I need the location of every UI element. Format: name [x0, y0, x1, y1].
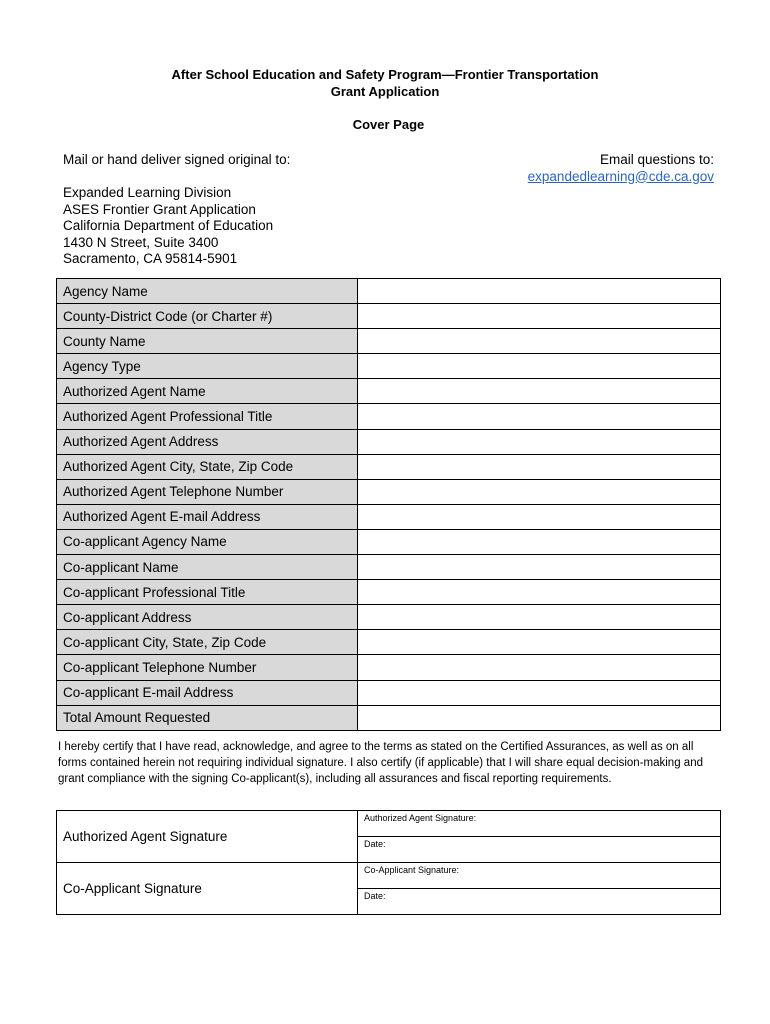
form-title-line-2: Grant Application: [330, 84, 440, 99]
signature-table: [56, 810, 721, 915]
field-input-agent-city-state-zip[interactable]: [358, 454, 721, 479]
field-label-coapplicant-agency-name: Co-applicant Agency Name: [57, 529, 358, 554]
field-input-agent-email[interactable]: [358, 504, 721, 529]
table-row: [57, 404, 721, 429]
address-line: ASES Frontier Grant Application: [63, 201, 256, 217]
field-input-agent-name[interactable]: [358, 379, 721, 404]
table-row: [57, 429, 721, 454]
certification-statement: I hereby certify that I have read, acknowledge, and agree to the terms as stated on the Certified Assurances, as well as on all forms contained herein not requiring individual signature. I also certify (if applicable) that I will share equal decision-making and grant compliance with the signing Co-applicant(s), including all assurances and fiscal reporting requirements.: [58, 741, 703, 785]
field-input-county-name[interactable]: [358, 329, 721, 354]
field-label-agent-email: Authorized Agent E-mail Address: [57, 504, 358, 529]
address-line: 1430 N Street, Suite 3400: [63, 234, 219, 250]
field-input-coapplicant-telephone[interactable]: [358, 655, 721, 680]
field-input-county-district-code[interactable]: [358, 304, 721, 329]
email-link[interactable]: expandedlearning@cde.ca.gov: [527, 168, 714, 184]
field-input-coapplicant-address[interactable]: [358, 605, 721, 630]
co-applicant-date-field[interactable]: Date:: [358, 889, 721, 915]
field-label-coapplicant-address: Co-applicant Address: [57, 605, 358, 630]
table-row: [57, 863, 721, 889]
table-row: [57, 304, 721, 329]
authorized-agent-signature-label: Authorized Agent Signature: [57, 811, 358, 863]
table-row: [57, 379, 721, 404]
table-row: [57, 680, 721, 705]
field-input-coapplicant-title[interactable]: [358, 580, 721, 605]
field-label-agent-address: Authorized Agent Address: [57, 429, 358, 454]
table-row: [57, 555, 721, 580]
field-input-agency-type[interactable]: [358, 354, 721, 379]
authorized-agent-signature-field[interactable]: Authorized Agent Signature:: [358, 811, 721, 837]
field-input-coapplicant-agency-name[interactable]: [358, 529, 721, 554]
email-questions-block: [528, 152, 714, 185]
table-row: [57, 329, 721, 354]
field-label-agency-name: Agency Name: [57, 279, 358, 304]
applicant-info-table: [56, 278, 721, 731]
field-label-total-amount: Total Amount Requested: [57, 705, 358, 730]
field-label-county-district-code: County-District Code (or Charter #): [57, 304, 358, 329]
table-row: [57, 279, 721, 304]
authorized-agent-date-field[interactable]: Date:: [358, 837, 721, 863]
field-label-agent-telephone: Authorized Agent Telephone Number: [57, 479, 358, 504]
table-row: [57, 454, 721, 479]
address-line: Sacramento, CA 95814-5901: [63, 251, 238, 267]
field-label-agent-name: Authorized Agent Name: [57, 379, 358, 404]
table-row: [57, 529, 721, 554]
field-input-total-amount[interactable]: [358, 705, 721, 730]
co-applicant-signature-field[interactable]: Co-Applicant Signature:: [358, 863, 721, 889]
table-row: [57, 605, 721, 630]
field-label-coapplicant-name: Co-applicant Name: [57, 555, 358, 580]
field-label-coapplicant-email: Co-applicant E-mail Address: [57, 680, 358, 705]
field-input-agent-address[interactable]: [358, 429, 721, 454]
co-applicant-signature-label: Co-Applicant Signature: [57, 863, 358, 915]
field-label-agency-type: Agency Type: [57, 354, 358, 379]
table-row: [57, 630, 721, 655]
address-line: Expanded Learning Division: [63, 185, 232, 200]
table-row: [57, 354, 721, 379]
email-questions-label: Email questions to:: [599, 152, 714, 167]
table-row: [57, 580, 721, 605]
field-input-coapplicant-city-state-zip[interactable]: [358, 630, 721, 655]
field-input-coapplicant-name[interactable]: [358, 555, 721, 580]
field-input-agency-name[interactable]: [358, 279, 721, 304]
form-title: [0, 66, 770, 100]
table-row: [57, 479, 721, 504]
field-input-agent-telephone[interactable]: [358, 479, 721, 504]
field-label-coapplicant-title: Co-applicant Professional Title: [57, 580, 358, 605]
table-row: [57, 655, 721, 680]
field-label-county-name: County Name: [57, 329, 358, 354]
field-input-coapplicant-email[interactable]: [358, 680, 721, 705]
table-row: [57, 504, 721, 529]
field-label-coapplicant-city-state-zip: Co-applicant City, State, Zip Code: [57, 630, 358, 655]
address-line: California Department of Education: [63, 218, 274, 234]
mailing-address: [63, 185, 273, 268]
table-row: [57, 705, 721, 730]
field-input-agent-title[interactable]: [358, 404, 721, 429]
field-label-agent-city-state-zip: Authorized Agent City, State, Zip Code: [57, 454, 358, 479]
field-label-agent-title: Authorized Agent Professional Title: [57, 404, 358, 429]
field-label-coapplicant-telephone: Co-applicant Telephone Number: [57, 655, 358, 680]
form-title-line-1: After School Education and Safety Program—Frontier Transportation: [171, 67, 599, 82]
cover-page-heading: Cover Page: [352, 117, 425, 132]
table-row: [57, 811, 721, 837]
mail-instructions-label: Mail or hand deliver signed original to:: [63, 152, 291, 167]
